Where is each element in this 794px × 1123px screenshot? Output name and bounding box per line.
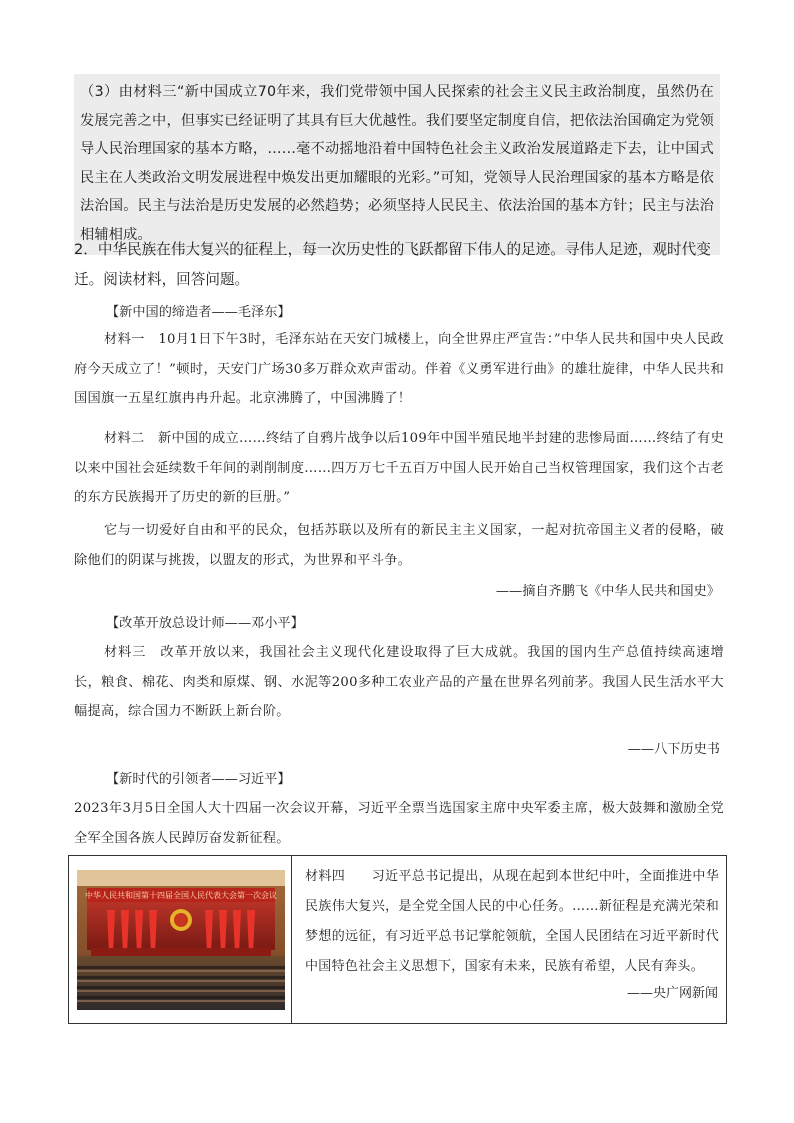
material-2-source: ——摘自齐鹏飞《中华人民共和国史》 — [495, 584, 720, 599]
intro-3-text: 2023年3月5日全国人大十四届一次会议开幕，习近平全票当选国家主席中央军委主席，极大鼓舞和激励全党全军全国各族人民踔厉奋发新征程。 — [74, 801, 724, 846]
congress-hall-photo — [77, 870, 285, 1010]
material-2-text-cont: 它与一切爱好自由和平的民众，包括苏联以及所有的新民主主义国家，一起对抗帝国主义者的侵略，破除他们的阴谋与挑拨，以盟友的形式，为世界和平斗争。 — [74, 523, 724, 568]
question-2-stem: 2．中华民族在伟大复兴的征程上，每一次历史性的飞跃都留下伟人的足迹。寻伟人足迹，观时代变迁。阅读材料，回答问题。 — [74, 241, 711, 288]
material-2-text: 材料二 新中国的成立……终结了自鸦片战争以后109年中国半殖民地半封建的悲惨局面……终结了有史以来中国社会延续数千年间的剥削制度……四万万七千五百万中国人民开始自己当权管理国家，我们这个古老的东方民族揭开了历史的新的巨册。” — [74, 431, 724, 505]
material-4-text: 材料四 习近平总书记提出，从现在起到本世纪中叶，全面推进中华民族伟大复兴，是全党全国人民的中心任务。……新征程是充满光荣和梦想的远征，有习近平总书记掌舵领航，全国人民团结在习近平新时代中国特色社会主义思想下，国家有未来，民族有希望，人民有奔头。 — [305, 869, 719, 974]
section-heading-xi: 【新时代的引领者——习近平】 — [106, 772, 291, 787]
section-heading-mao: 【新中国的缔造者——毛泽东】 — [106, 305, 291, 320]
section-heading-deng: 【改革开放总设计师——邓小平】 — [106, 616, 304, 631]
material-3-text: 材料三 改革开放以来，我国社会主义现代化建设取得了巨大成就。我国的国内生产总值持续高速增长，粮食、棉花、肉类和原煤、钢、水泥等200多种工农业产品的产量在世界名列前茅。我国人民生活水平大幅提高，综合国力不断跃上新台阶。 — [74, 645, 724, 719]
material-3-source: ——八下历史书 — [627, 742, 720, 757]
material-1-text: 材料一 10月1日下午3时，毛泽东站在天安门城楼上，向全世界庄严宣告：”中华人民共和国中央人民政府今天成立了！”顿时，天安门广场30多万群众欢声雷动。伴着《义勇军进行曲》的雄壮旋律，中华人民共和国国旗一五星红旗冉冉升起。北京沸腾了，中国沸腾了！ — [74, 332, 724, 406]
answer-3-box — [74, 74, 720, 255]
congress-banner-text: 中华人民共和国第十四届全国人民代表大会第一次会议 — [85, 891, 277, 900]
answer-3-text: （3）由材料三“新中国成立70年来，我们党带领中国人民探索的社会主义民主政治制度，虽然仍在发展完善之中，但事实已经证明了其具有巨大优越性。我们要坚定制度自信，把依法治国确定为党领导人民治理国家的基本方略，……毫不动摇地沿着中国特色社会主义政治发展道路走下去，让中国式民主在人类政治文明发展进程中焕发出更加耀眼的光彩。”可知，党领导人民治理国家的基本方略是依法治国。民主与法治是历史发展的必然趋势；必须坚持人民民主、依法治国的基本方针；民主与法治相辅相成。 — [80, 84, 714, 243]
material-4-box — [68, 855, 727, 1024]
material-4-divider — [291, 856, 292, 1023]
material-4-source: ——央广网新闻 — [626, 986, 718, 1001]
